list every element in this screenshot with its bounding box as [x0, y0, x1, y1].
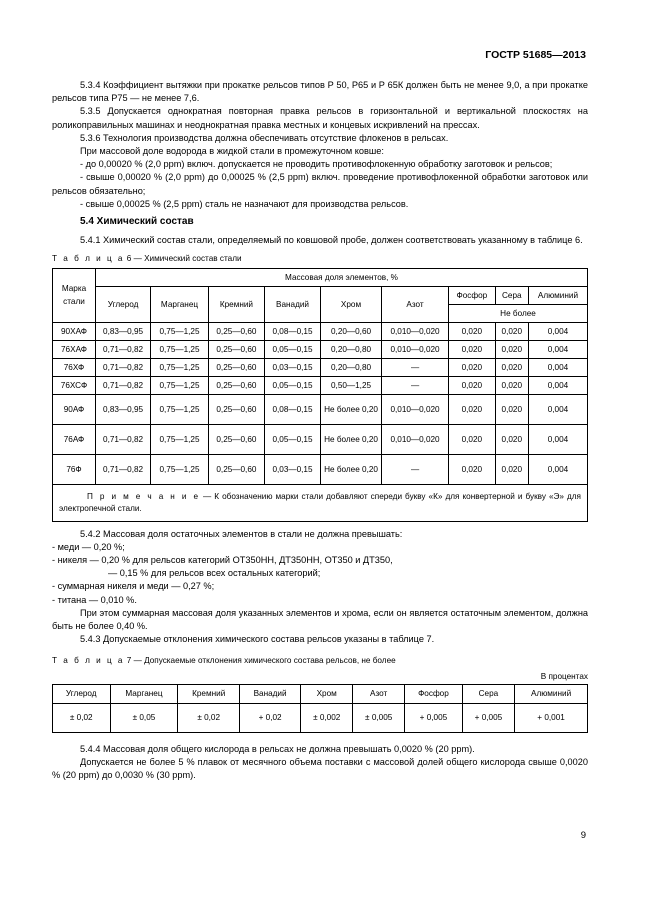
cell: 0,010—0,020: [382, 424, 449, 454]
cell: 0,020: [495, 376, 528, 394]
cell: 0,010—0,020: [382, 340, 449, 358]
cell: 0,020: [495, 424, 528, 454]
col-header: Алюминий: [515, 684, 588, 703]
note-text: — К обозначению марки стали добавляют спереди букву «К» для конвертерной и букву «Э» для электропечной стали.: [59, 491, 581, 513]
cell: 0,020: [449, 394, 496, 424]
table-row: [53, 358, 588, 376]
col-header: Кремний: [208, 286, 264, 322]
list-item: - до 0,00020 % (2,0 ppm) включ. допускается не проводить противофлокенную обработку заготовок и рельсов;: [80, 159, 553, 170]
cell: —: [382, 376, 449, 394]
cell: 0,75—1,25: [151, 376, 209, 394]
cell: 0,004: [528, 454, 587, 484]
paragraph-541: 5.4.1 Химический состав стали, определяемый по ковшовой пробе, должен соответствовать указанному в таблице 6.: [80, 235, 583, 246]
cell: Не более 0,20: [321, 394, 382, 424]
list-item: — 0,15 % для рельсов всех остальных категорий;: [108, 568, 321, 579]
cell: + 0,02: [239, 703, 300, 732]
cell: 0,020: [449, 424, 496, 454]
cell: + 0,005: [405, 703, 463, 732]
cell: 0,020: [449, 376, 496, 394]
cell: 0,71—0,82: [96, 358, 151, 376]
cell: 0,75—1,25: [151, 340, 209, 358]
cell: 0,020: [495, 394, 528, 424]
col-header: Ванадий: [264, 286, 320, 322]
cell: —: [382, 454, 449, 484]
cell: 0,03—0,15: [264, 454, 320, 484]
not-more-header: Не более: [449, 304, 588, 322]
cell: 0,20—0,80: [321, 340, 382, 358]
cell: ± 0,05: [110, 703, 178, 732]
chemical-composition-table: [52, 268, 588, 522]
cell: 0,71—0,82: [96, 340, 151, 358]
paragraph-534: 5.3.4 Коэффициент вытяжки при прокатке рельсов типов Р 50, Р65 и Р 65К должен быть не менее 9,0, а при прокатке рельсов типа Р75 — не менее 7,6.: [52, 80, 588, 104]
table-row: [53, 340, 588, 358]
cell: 0,004: [528, 394, 587, 424]
cell: 0,08—0,15: [264, 394, 320, 424]
table-row: [53, 424, 588, 454]
cell-grade: 90АФ: [53, 394, 96, 424]
table6-caption-text: 6 — Химический состав стали: [126, 254, 242, 264]
cell: 0,05—0,15: [264, 340, 320, 358]
paragraph-oxygen: Допускается не более 5 % плавок от месячного объема поставки с массовой долей общего кислорода свыше 0,0020 % (20 ppm) до 0,0030 % (30 ppm).: [52, 757, 588, 781]
cell: 0,71—0,82: [96, 376, 151, 394]
cell: 0,75—1,25: [151, 424, 209, 454]
col-header: Углерод: [96, 286, 151, 322]
table7-caption: [52, 654, 588, 667]
col-header: Сера: [462, 684, 514, 703]
cell-grade: 76ХСФ: [53, 376, 96, 394]
document-code: ГОСТР 51685—2013: [485, 49, 586, 61]
col-header: Сера: [495, 286, 528, 304]
cell: 0,25—0,60: [208, 424, 264, 454]
cell: 0,004: [528, 322, 587, 340]
cell: 0,20—0,60: [321, 322, 382, 340]
list-item: - меди — 0,20 %;: [52, 541, 125, 552]
col-header: Алюминий: [528, 286, 587, 304]
cell-grade: 90ХАФ: [53, 322, 96, 340]
note-word: П р и м е ч а н и е: [87, 491, 201, 501]
cell: 0,20—0,80: [321, 358, 382, 376]
cell: 0,83—0,95: [96, 322, 151, 340]
cell: 0,71—0,82: [96, 424, 151, 454]
table6-note: [53, 484, 588, 521]
cell: + 0,001: [515, 703, 588, 732]
cell: 0,020: [449, 358, 496, 376]
cell: 0,25—0,60: [208, 322, 264, 340]
paragraph-543: 5.4.3 Допускаемые отклонения химического состава рельсов указаны в таблице 7.: [80, 634, 435, 645]
cell: 0,010—0,020: [382, 322, 449, 340]
cell: 0,03—0,15: [264, 358, 320, 376]
table7-caption-text: 7 — Допускаемые отклонения химического состава рельсов, не более: [126, 656, 396, 666]
col-header: Азот: [353, 684, 405, 703]
col-header: Ванадий: [239, 684, 300, 703]
paragraph-544: 5.4.4 Массовая доля общего кислорода в рельсах не должна превышать 0,0020 % (20 ppm).: [80, 743, 475, 754]
deviations-table: [52, 684, 588, 733]
cell: 0,020: [449, 454, 496, 484]
cell-grade: 76АФ: [53, 424, 96, 454]
cell-grade: 76Ф: [53, 454, 96, 484]
cell: 0,020: [495, 322, 528, 340]
paragraph-536: 5.3.6 Технология производства должна обеспечивать отсутствие флокенов в рельсах.: [80, 132, 449, 143]
col-header: Марганец: [110, 684, 178, 703]
list-item: - свыше 0,00020 % (2,0 ppm) до 0,00025 % (2,5 ppm) включ. проведение противофлокенной обработки заготовок или рельсов обязательно;: [52, 172, 588, 196]
cell: 0,020: [449, 340, 496, 358]
cell: 0,75—1,25: [151, 322, 209, 340]
cell: 0,50—1,25: [321, 376, 382, 394]
table-row: [53, 322, 588, 340]
cell: 0,25—0,60: [208, 340, 264, 358]
cell: 0,004: [528, 424, 587, 454]
table6-caption: [52, 252, 588, 265]
list-item: - титана — 0,010 %.: [52, 594, 137, 605]
table-row: [53, 703, 588, 732]
col-header: Кремний: [178, 684, 240, 703]
cell: 0,08—0,15: [264, 322, 320, 340]
paragraph-535: 5.3.5 Допускается однократная повторная правка рельсов в горизонтальной и вертикальной плоскостях на роликоправильных машинах и неоднократная правка местных и концевых искривлений на прессах.: [52, 106, 588, 130]
cell: 0,25—0,60: [208, 394, 264, 424]
col-header: Хром: [301, 684, 353, 703]
cell: Не более 0,20: [321, 454, 382, 484]
table6-caption-word: Т а б л и ц а: [52, 254, 125, 264]
cell: —: [382, 358, 449, 376]
cell-grade: 76ХФ: [53, 358, 96, 376]
paragraph-total: При этом суммарная массовая доля указанных элементов и хрома, если он является остаточным элементом, должна быть не более 0,40 %.: [52, 607, 588, 632]
table-row: [53, 394, 588, 424]
list-item: - никеля — 0,20 % для рельсов категорий ОТ350НН, ДТ350НН, ОТ350 и ДТ350,: [52, 555, 393, 566]
cell: 0,05—0,15: [264, 376, 320, 394]
cell-grade: 76ХАФ: [53, 340, 96, 358]
cell: 0,25—0,60: [208, 358, 264, 376]
table-row: [53, 376, 588, 394]
cell: 0,25—0,60: [208, 376, 264, 394]
col-header: Азот: [382, 286, 449, 322]
cell: 0,75—1,25: [151, 358, 209, 376]
cell: ± 0,005: [353, 703, 405, 732]
list-item: - суммарная никеля и меди — 0,27 %;: [52, 581, 215, 592]
col-header: Хром: [321, 286, 382, 322]
paragraph-542: 5.4.2 Массовая доля остаточных элементов в стали не должна превышать:: [80, 528, 403, 539]
cell: Не более 0,20: [321, 424, 382, 454]
cell: 0,004: [528, 376, 587, 394]
cell: 0,05—0,15: [264, 424, 320, 454]
col-header: Фосфор: [449, 286, 496, 304]
cell: + 0,005: [462, 703, 514, 732]
cell: ± 0,02: [53, 703, 111, 732]
page-number: 9: [580, 830, 586, 841]
cell: 0,020: [495, 454, 528, 484]
table7-caption-word: Т а б л и ц а: [52, 656, 125, 666]
table-row: [53, 454, 588, 484]
cell: 0,020: [495, 358, 528, 376]
cell: ± 0,002: [301, 703, 353, 732]
cell: 0,83—0,95: [96, 394, 151, 424]
cell: 0,75—1,25: [151, 454, 209, 484]
cell: 0,004: [528, 358, 587, 376]
cell: 0,010—0,020: [382, 394, 449, 424]
grade-header: Марка стали: [53, 268, 96, 322]
paragraph-hydrogen: При массовой доле водорода в жидкой стали в промежуточном ковше:: [80, 146, 384, 157]
cell: 0,71—0,82: [96, 454, 151, 484]
col-header: Марганец: [151, 286, 209, 322]
cell: 0,25—0,60: [208, 454, 264, 484]
cell: 0,75—1,25: [151, 394, 209, 424]
cell: 0,020: [449, 322, 496, 340]
table7-unit: В процентах: [540, 671, 588, 681]
cell: 0,020: [495, 340, 528, 358]
list-item: - свыше 0,00025 % (2,5 ppm) сталь не назначают для производства рельсов.: [80, 198, 409, 209]
col-header: Фосфор: [405, 684, 463, 703]
section-heading: 5.4 Химический состав: [80, 216, 194, 228]
col-header: Углерод: [53, 684, 111, 703]
page-body: [52, 79, 588, 782]
cell: ± 0,02: [178, 703, 240, 732]
mass-fraction-header: Массовая доля элементов, %: [96, 268, 588, 286]
cell: 0,004: [528, 340, 587, 358]
